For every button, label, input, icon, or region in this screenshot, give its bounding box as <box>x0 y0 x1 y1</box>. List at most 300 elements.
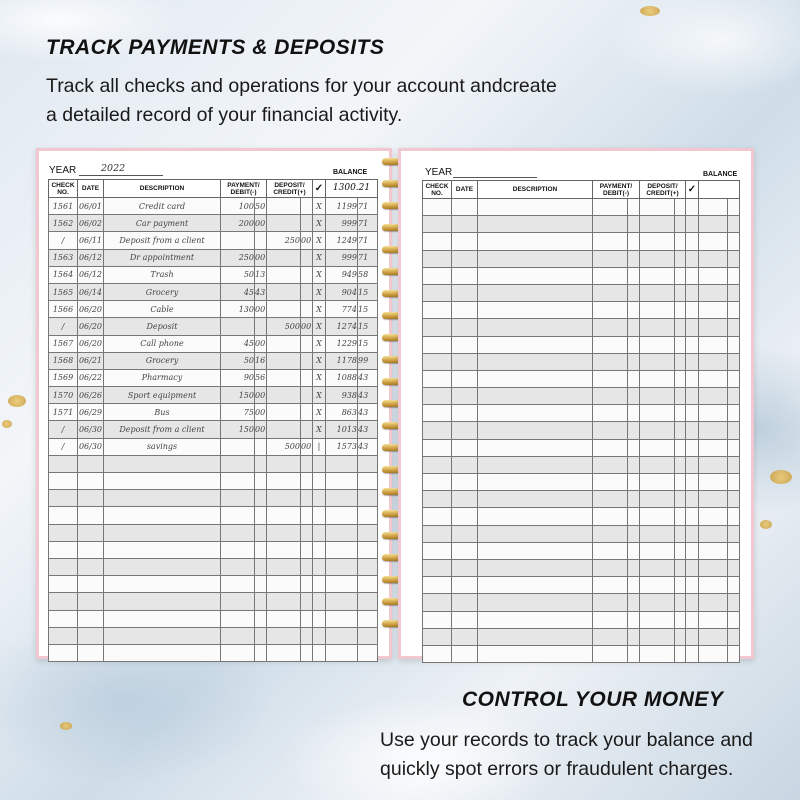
cell-balance-cents: 71 <box>358 232 378 249</box>
cell-check-no: 1561 <box>49 198 78 215</box>
ledger-row-empty <box>423 233 740 250</box>
col-description: DESCRIPTION <box>104 180 221 198</box>
ledger-row-empty <box>423 336 740 353</box>
cell-empty <box>675 456 686 473</box>
cell-date: 06/22 <box>78 369 104 386</box>
cell-empty <box>675 559 686 576</box>
cell-payment: 75 <box>221 404 255 421</box>
cell-check-no: 1569 <box>49 369 78 386</box>
cell-description: Call phone <box>104 335 221 352</box>
cell-balance: 999 <box>326 249 358 266</box>
cell-empty <box>593 267 628 284</box>
cell-empty <box>699 233 728 250</box>
cell-empty <box>255 610 267 627</box>
cell-empty <box>221 524 255 541</box>
cell-empty <box>699 284 728 301</box>
cell-empty <box>628 336 640 353</box>
cell-empty <box>728 577 740 594</box>
cell-date: 06/20 <box>78 301 104 318</box>
cell-description: Grocery <box>104 283 221 300</box>
cell-deposit-cents <box>301 249 313 266</box>
col-payment: PAYMENT/ DEBIT(-) <box>593 181 640 199</box>
ledger-row-empty <box>423 456 740 473</box>
cell-empty <box>452 628 478 645</box>
cell-empty <box>78 473 104 490</box>
cell-empty <box>358 473 378 490</box>
cell-empty <box>452 250 478 267</box>
cell-empty <box>628 628 640 645</box>
ledger-row-empty <box>49 507 378 524</box>
cell-empty <box>628 353 640 370</box>
cell-empty <box>686 559 699 576</box>
cell-empty <box>699 353 728 370</box>
cell-empty <box>675 611 686 628</box>
cell-empty <box>423 336 452 353</box>
cell-empty <box>699 319 728 336</box>
cell-deposit-cents <box>301 404 313 421</box>
cell-empty <box>728 302 740 319</box>
cell-empty <box>452 594 478 611</box>
cell-empty <box>301 558 313 575</box>
cell-empty <box>452 388 478 405</box>
cell-empty <box>267 507 301 524</box>
cell-empty <box>593 336 628 353</box>
cell-payment-cents <box>255 232 267 249</box>
cell-empty <box>423 577 452 594</box>
cell-empty <box>313 627 326 644</box>
cell-empty <box>478 250 593 267</box>
cell-empty <box>478 508 593 525</box>
cell-empty <box>686 456 699 473</box>
cell-empty <box>423 388 452 405</box>
cell-empty <box>593 628 628 645</box>
cell-deposit-cents <box>301 215 313 232</box>
cell-empty <box>699 405 728 422</box>
cell-cleared: X <box>313 318 326 335</box>
cell-empty <box>221 627 255 644</box>
cell-empty <box>640 216 675 233</box>
cell-empty <box>686 353 699 370</box>
cell-empty <box>478 474 593 491</box>
cell-empty <box>267 593 301 610</box>
cell-empty <box>358 610 378 627</box>
cell-deposit <box>267 335 301 352</box>
cell-empty <box>593 199 628 216</box>
cell-empty <box>49 644 78 661</box>
cell-empty <box>267 644 301 661</box>
cell-empty <box>326 558 358 575</box>
cell-empty <box>675 302 686 319</box>
cell-empty <box>313 507 326 524</box>
cell-empty <box>49 473 78 490</box>
cell-empty <box>255 507 267 524</box>
cell-empty <box>452 284 478 301</box>
cell-empty <box>675 319 686 336</box>
cell-empty <box>478 422 593 439</box>
cell-empty <box>255 558 267 575</box>
cell-date: 06/01 <box>78 198 104 215</box>
cell-balance: 904 <box>326 283 358 300</box>
cell-empty <box>358 541 378 558</box>
ledger-row <box>49 352 378 369</box>
cell-empty <box>728 216 740 233</box>
top-description-line-1: Track all checks and operations for your account andcreate <box>46 75 557 97</box>
cell-empty <box>686 250 699 267</box>
cell-empty <box>686 628 699 645</box>
cell-empty <box>78 507 104 524</box>
cell-date: 06/20 <box>78 318 104 335</box>
cell-balance: 1573 <box>326 438 358 455</box>
cell-empty <box>221 455 255 472</box>
cell-deposit-cents: 00 <box>301 318 313 335</box>
cell-empty <box>628 284 640 301</box>
cell-check-no: 1566 <box>49 301 78 318</box>
cell-empty <box>452 370 478 387</box>
cell-empty <box>301 473 313 490</box>
ledger-row-empty <box>423 388 740 405</box>
cell-empty <box>593 559 628 576</box>
bottom-description-line-1: Use your records to track your balance and <box>380 729 753 751</box>
cell-empty <box>255 473 267 490</box>
ledger-row-empty <box>423 353 740 370</box>
cell-empty <box>423 302 452 319</box>
cell-empty <box>699 525 728 542</box>
cell-empty <box>478 456 593 473</box>
cell-date: 06/12 <box>78 266 104 283</box>
bottom-description-line-2: quickly spot errors or fraudulent charges. <box>380 758 734 780</box>
cell-payment: 150 <box>221 421 255 438</box>
ledger-row-empty <box>49 593 378 610</box>
cell-empty <box>699 250 728 267</box>
cell-empty <box>452 542 478 559</box>
cell-empty <box>640 405 675 422</box>
cell-empty <box>423 233 452 250</box>
cell-empty <box>478 525 593 542</box>
cell-empty <box>423 474 452 491</box>
ledger-row-empty <box>49 455 378 472</box>
cell-empty <box>326 490 358 507</box>
cell-balance: 949 <box>326 266 358 283</box>
cell-empty <box>104 644 221 661</box>
cell-balance: 1274 <box>326 318 358 335</box>
cell-empty <box>423 594 452 611</box>
left-ledger-page <box>36 148 392 659</box>
cell-empty <box>640 456 675 473</box>
cell-empty <box>686 594 699 611</box>
ledger-row <box>49 198 378 215</box>
cell-cleared: X <box>313 335 326 352</box>
cell-empty <box>686 422 699 439</box>
cell-empty <box>640 388 675 405</box>
cell-empty <box>313 541 326 558</box>
cell-empty <box>423 216 452 233</box>
cell-empty <box>49 558 78 575</box>
cell-empty <box>728 250 740 267</box>
cell-empty <box>686 405 699 422</box>
cell-deposit-cents <box>301 335 313 352</box>
cell-empty <box>699 594 728 611</box>
cell-payment: 200 <box>221 215 255 232</box>
cell-empty <box>221 507 255 524</box>
top-description-line-2: a detailed record of your financial activity. <box>46 104 403 126</box>
cell-empty <box>640 250 675 267</box>
cell-empty <box>358 558 378 575</box>
cell-empty <box>301 490 313 507</box>
cell-payment-cents: 00 <box>255 404 267 421</box>
cell-empty <box>358 627 378 644</box>
cell-empty <box>675 353 686 370</box>
cell-empty <box>423 645 452 662</box>
cell-check-no: 1564 <box>49 266 78 283</box>
cell-empty <box>478 559 593 576</box>
cell-date: 06/20 <box>78 335 104 352</box>
cell-cleared: X <box>313 352 326 369</box>
cell-empty <box>640 439 675 456</box>
cell-balance-cents: 43 <box>358 369 378 386</box>
cell-empty <box>255 490 267 507</box>
cell-empty <box>478 353 593 370</box>
cell-date: 06/30 <box>78 438 104 455</box>
cell-cleared: X <box>313 215 326 232</box>
cell-balance-cents: 71 <box>358 198 378 215</box>
cell-empty <box>675 542 686 559</box>
cell-empty <box>452 525 478 542</box>
cell-empty <box>699 577 728 594</box>
cell-balance: 774 <box>326 301 358 318</box>
cell-deposit-cents <box>301 301 313 318</box>
cell-empty <box>628 405 640 422</box>
cell-balance: 938 <box>326 387 358 404</box>
cell-empty <box>221 490 255 507</box>
cell-empty <box>452 353 478 370</box>
cell-payment <box>221 232 255 249</box>
cell-empty <box>452 439 478 456</box>
cell-empty <box>699 336 728 353</box>
ledger-row-empty <box>423 216 740 233</box>
cell-empty <box>628 508 640 525</box>
cell-empty <box>675 422 686 439</box>
cell-balance-cents: 71 <box>358 215 378 232</box>
cell-payment: 150 <box>221 387 255 404</box>
cell-empty <box>301 576 313 593</box>
cell-deposit <box>267 249 301 266</box>
cell-empty <box>423 525 452 542</box>
cell-empty <box>699 302 728 319</box>
cell-empty <box>49 524 78 541</box>
cell-empty <box>675 267 686 284</box>
cell-empty <box>675 645 686 662</box>
ledger-row-empty <box>423 542 740 559</box>
year-label: YEAR <box>49 165 77 176</box>
ledger-row-empty <box>423 319 740 336</box>
cell-empty <box>686 336 699 353</box>
cell-description: Pharmacy <box>104 369 221 386</box>
cell-description: Grocery <box>104 352 221 369</box>
ledger-table-left <box>48 179 378 662</box>
col-checkmark: ✓ <box>686 181 699 199</box>
cell-empty <box>358 455 378 472</box>
ledger-row-empty <box>49 644 378 661</box>
cell-empty <box>699 474 728 491</box>
cell-empty <box>628 559 640 576</box>
ledger-row <box>49 283 378 300</box>
cell-empty <box>628 267 640 284</box>
cell-payment: 130 <box>221 301 255 318</box>
cell-empty <box>699 611 728 628</box>
cell-empty <box>423 422 452 439</box>
cell-empty <box>686 302 699 319</box>
cell-empty <box>675 199 686 216</box>
cell-empty <box>686 474 699 491</box>
ledger-row-empty <box>423 405 740 422</box>
cell-cleared: X <box>313 404 326 421</box>
cell-payment: 50 <box>221 352 255 369</box>
ledger-body-right <box>423 199 740 663</box>
cell-empty <box>675 628 686 645</box>
cell-empty <box>686 388 699 405</box>
cell-empty <box>267 627 301 644</box>
cell-empty <box>593 353 628 370</box>
cell-empty <box>675 474 686 491</box>
cell-cleared: X <box>313 249 326 266</box>
cell-empty <box>686 439 699 456</box>
cell-empty <box>640 302 675 319</box>
cell-empty <box>267 524 301 541</box>
cell-payment: 50 <box>221 266 255 283</box>
cell-empty <box>699 388 728 405</box>
cell-empty <box>628 233 640 250</box>
cell-empty <box>478 302 593 319</box>
cell-empty <box>699 216 728 233</box>
cell-empty <box>78 490 104 507</box>
cell-empty <box>728 388 740 405</box>
ledger-row-empty <box>49 541 378 558</box>
cell-empty <box>452 422 478 439</box>
cell-empty <box>104 593 221 610</box>
cell-payment-cents <box>255 438 267 455</box>
ledger-row-empty <box>49 610 378 627</box>
cell-description: Car payment <box>104 215 221 232</box>
cell-empty <box>728 370 740 387</box>
cell-empty <box>628 439 640 456</box>
cell-empty <box>699 370 728 387</box>
cell-empty <box>640 267 675 284</box>
cell-empty <box>593 233 628 250</box>
cell-empty <box>478 199 593 216</box>
cell-empty <box>78 593 104 610</box>
cell-balance-cents: 15 <box>358 335 378 352</box>
cell-empty <box>699 199 728 216</box>
cell-empty <box>452 577 478 594</box>
cell-date: 06/29 <box>78 404 104 421</box>
cell-empty <box>675 594 686 611</box>
cell-empty <box>593 456 628 473</box>
cell-empty <box>221 473 255 490</box>
cell-deposit-cents <box>301 421 313 438</box>
cell-empty <box>104 576 221 593</box>
cell-empty <box>640 199 675 216</box>
cell-empty <box>686 233 699 250</box>
cell-empty <box>78 627 104 644</box>
balance-label: BALANCE <box>333 169 368 176</box>
cell-empty <box>104 558 221 575</box>
ledger-row-empty <box>423 267 740 284</box>
col-date: DATE <box>452 181 478 199</box>
cell-description: Dr appointment <box>104 249 221 266</box>
cell-empty <box>699 456 728 473</box>
cell-balance: 1178 <box>326 352 358 369</box>
cell-check-no: 1567 <box>49 335 78 352</box>
cell-empty <box>358 593 378 610</box>
cell-check-no: / <box>49 438 78 455</box>
cell-empty <box>686 491 699 508</box>
cell-empty <box>628 302 640 319</box>
bottom-description <box>380 726 753 784</box>
col-check-no: CHECK NO. <box>423 181 452 199</box>
cell-empty <box>593 577 628 594</box>
cell-empty <box>267 576 301 593</box>
cell-empty <box>267 541 301 558</box>
cell-empty <box>301 593 313 610</box>
cell-empty <box>267 490 301 507</box>
cell-empty <box>699 491 728 508</box>
cell-balance: 1249 <box>326 232 358 249</box>
cell-empty <box>640 611 675 628</box>
cell-empty <box>478 370 593 387</box>
cell-check-no: 1562 <box>49 215 78 232</box>
ledger-row-empty <box>423 302 740 319</box>
cell-empty <box>326 627 358 644</box>
cell-payment: 250 <box>221 249 255 266</box>
year-label: YEAR <box>425 167 453 178</box>
cell-empty <box>628 319 640 336</box>
cell-empty <box>699 439 728 456</box>
cell-empty <box>675 370 686 387</box>
cell-empty <box>78 644 104 661</box>
cell-empty <box>593 594 628 611</box>
cell-empty <box>593 388 628 405</box>
cell-empty <box>358 524 378 541</box>
cell-check-no: / <box>49 318 78 335</box>
cell-balance-cents: 15 <box>358 301 378 318</box>
cell-balance-cents: 99 <box>358 352 378 369</box>
cell-empty <box>628 474 640 491</box>
gold-fleck <box>8 395 26 407</box>
cell-empty <box>326 593 358 610</box>
cell-description: savings <box>104 438 221 455</box>
ledger-row-empty <box>49 576 378 593</box>
cell-empty <box>423 542 452 559</box>
cell-empty <box>728 611 740 628</box>
cell-empty <box>728 199 740 216</box>
cell-empty <box>423 353 452 370</box>
cell-empty <box>675 216 686 233</box>
cell-cleared: X <box>313 387 326 404</box>
cell-deposit: 500 <box>267 318 301 335</box>
cell-balance-cents: 15 <box>358 283 378 300</box>
cell-description: Deposit from a client <box>104 421 221 438</box>
cell-empty <box>49 627 78 644</box>
cell-empty <box>593 422 628 439</box>
ledger-row <box>49 438 378 455</box>
cell-empty <box>104 627 221 644</box>
cell-empty <box>423 405 452 422</box>
cell-empty <box>675 388 686 405</box>
cell-empty <box>593 645 628 662</box>
cell-empty <box>326 576 358 593</box>
cell-deposit <box>267 283 301 300</box>
cell-empty <box>78 558 104 575</box>
